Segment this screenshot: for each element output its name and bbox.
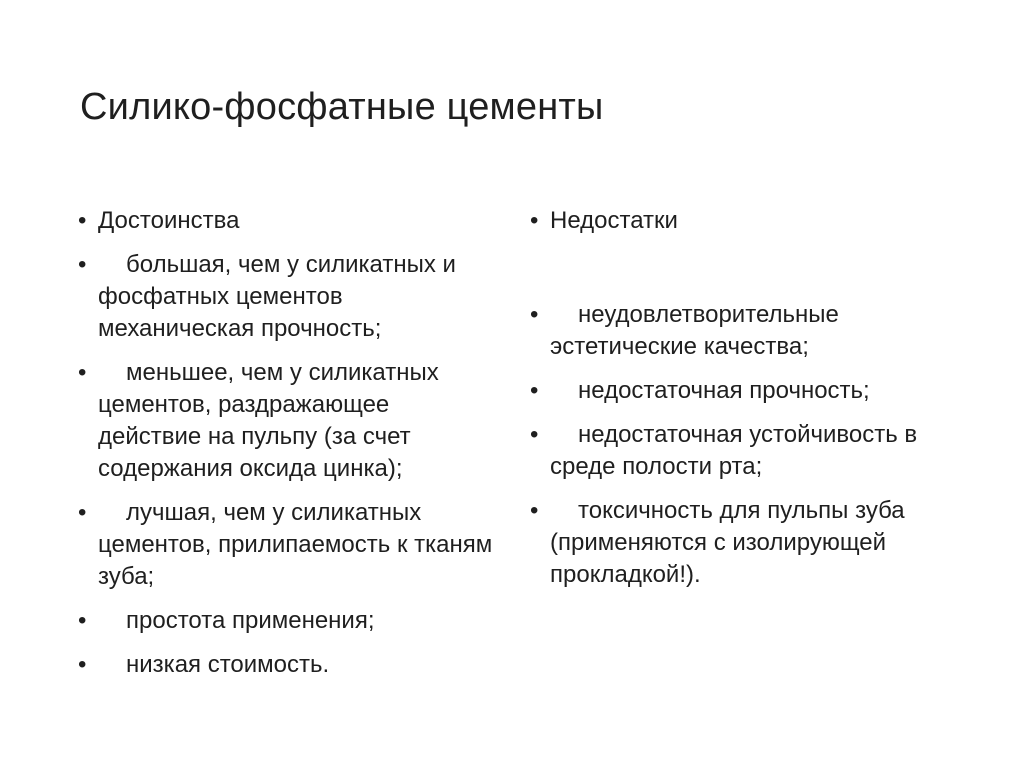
list-item bbox=[78, 249, 498, 345]
list-item-text: лучшая, чем у силикатных цементов, прилипаемость к тканям зуба; bbox=[98, 499, 493, 590]
bullet-icon: • bbox=[530, 207, 539, 234]
bullet-icon: • bbox=[78, 359, 87, 386]
bullet-icon: • bbox=[78, 251, 87, 278]
list-item-text: недостаточная прочность; bbox=[578, 377, 870, 404]
list-item-text: токсичность для пульпы зуба (применяются с изолирующей прокладкой!). bbox=[550, 497, 905, 588]
list-item-text: низкая стоимость. bbox=[126, 651, 330, 678]
list-item bbox=[78, 497, 498, 593]
list-item bbox=[530, 375, 960, 407]
disadvantages-list bbox=[530, 205, 960, 591]
list-item-text: неудовлетворительные эстетические качества; bbox=[550, 301, 839, 360]
list-item-text: простота применения; bbox=[126, 607, 375, 634]
advantages-heading-text: Достоинства bbox=[98, 207, 240, 234]
list-item bbox=[530, 419, 960, 483]
disadvantages-heading-text: Недостатки bbox=[550, 207, 678, 234]
list-item bbox=[530, 495, 960, 591]
bullet-icon: • bbox=[530, 301, 539, 328]
bullet-icon: • bbox=[78, 499, 87, 526]
bullet-icon: • bbox=[78, 651, 87, 678]
list-item-text: большая, чем у силикатных и фосфатных цементов механическая прочность; bbox=[98, 251, 456, 342]
advantages-heading bbox=[78, 205, 498, 237]
list-item-text: меньшее, чем у силикатных цементов, раздражающее действие на пульпу (за счет содержания оксида цинка); bbox=[98, 359, 439, 482]
list-item-text: недостаточная устойчивость в среде полости рта; bbox=[550, 421, 918, 480]
bullet-icon: • bbox=[530, 497, 539, 524]
list-item bbox=[78, 605, 498, 637]
bullet-icon: • bbox=[78, 207, 87, 234]
bullet-icon: • bbox=[530, 421, 539, 448]
list-item bbox=[78, 357, 498, 485]
bullet-icon: • bbox=[530, 377, 539, 404]
slide-title: Силико-фосфатные цементы bbox=[80, 86, 604, 128]
disadvantages-column bbox=[530, 205, 960, 603]
advantages-list bbox=[78, 205, 498, 681]
bullet-icon: • bbox=[78, 607, 87, 634]
list-item bbox=[78, 649, 498, 681]
list-spacer bbox=[530, 249, 960, 299]
advantages-column bbox=[78, 205, 498, 693]
disadvantages-heading bbox=[530, 205, 960, 237]
list-item bbox=[530, 299, 960, 363]
